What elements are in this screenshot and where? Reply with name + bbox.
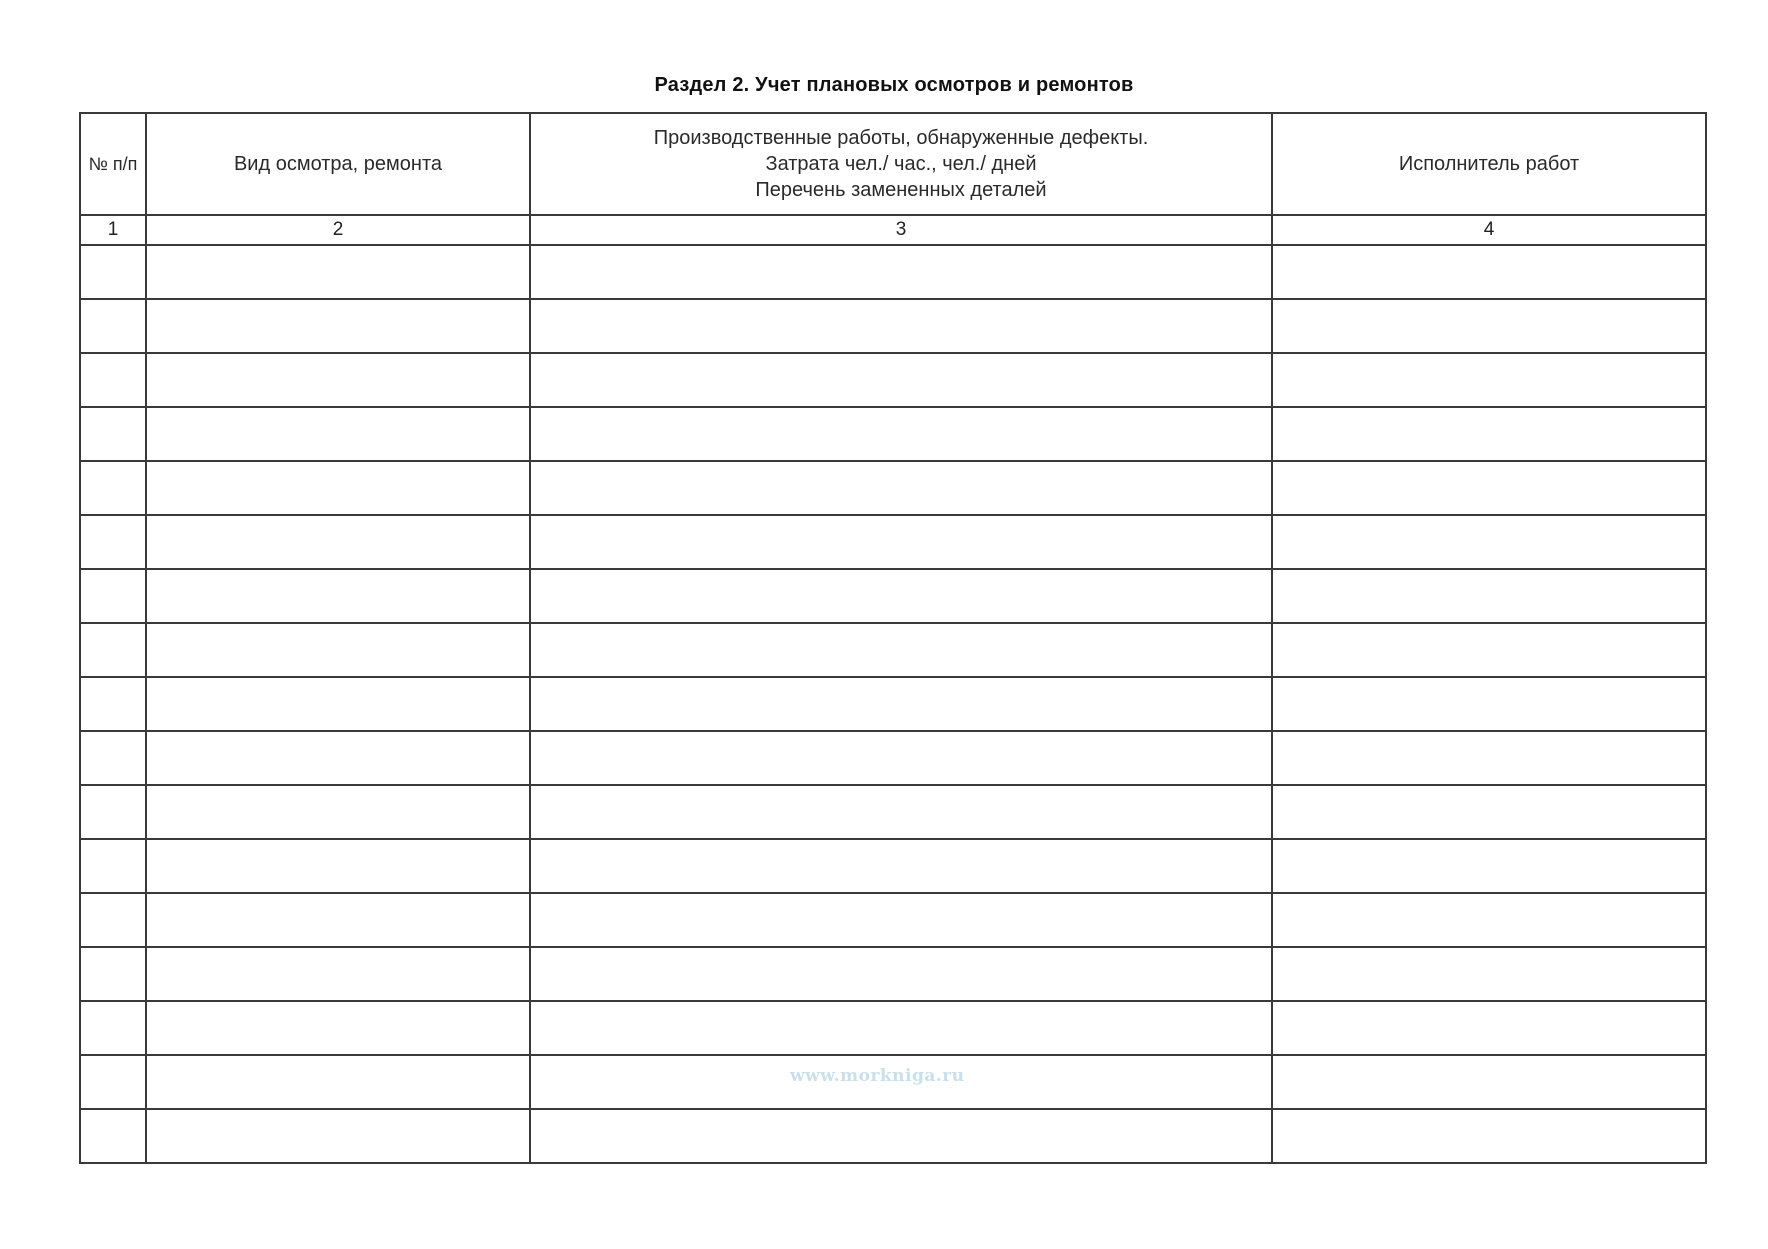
table-cell xyxy=(80,677,146,731)
table-row xyxy=(80,839,1706,893)
table-cell xyxy=(80,1001,146,1055)
table-cell xyxy=(530,893,1272,947)
column-number: 1 xyxy=(80,215,146,245)
table-cell xyxy=(530,353,1272,407)
table-cell xyxy=(1272,893,1706,947)
table-cell xyxy=(146,1109,530,1163)
table-cell xyxy=(80,515,146,569)
watermark: www.morkniga.ru xyxy=(790,1066,965,1086)
section-title: Раздел 2. Учет плановых осмотров и ремонтов xyxy=(654,74,1134,96)
table-cell xyxy=(146,677,530,731)
column-number: 2 xyxy=(146,215,530,245)
table-row xyxy=(80,677,1706,731)
table-row xyxy=(80,623,1706,677)
header-work xyxy=(530,113,1272,215)
table-cell xyxy=(80,1109,146,1163)
table-row xyxy=(80,569,1706,623)
table-row xyxy=(80,947,1706,1001)
table-cell xyxy=(530,245,1272,299)
inspection-repair-table xyxy=(79,112,1707,1164)
table-cell xyxy=(530,677,1272,731)
header-work-line2: Затрата чел./ час., чел./ дней xyxy=(765,153,1037,175)
table-cell xyxy=(1272,1001,1706,1055)
table-cell xyxy=(146,353,530,407)
table-row xyxy=(80,785,1706,839)
table-cell xyxy=(80,569,146,623)
table-row xyxy=(80,245,1706,299)
table-cell xyxy=(1272,569,1706,623)
table-cell xyxy=(80,461,146,515)
header-work-line1: Производственные работы, обнаруженные дефекты. xyxy=(653,127,1149,149)
header-row xyxy=(80,113,1706,215)
table-row xyxy=(80,1001,1706,1055)
table-cell xyxy=(80,245,146,299)
table-cell xyxy=(1272,1055,1706,1109)
header-kind: Вид осмотра, ремонта xyxy=(146,113,530,215)
table-cell xyxy=(530,407,1272,461)
table-cell xyxy=(80,731,146,785)
table-cell xyxy=(1272,839,1706,893)
table-row xyxy=(80,353,1706,407)
table-cell xyxy=(530,461,1272,515)
table-cell xyxy=(146,299,530,353)
table-cell xyxy=(530,731,1272,785)
column-number: 3 xyxy=(530,215,1272,245)
table-cell xyxy=(1272,515,1706,569)
table-cell xyxy=(146,893,530,947)
table-cell xyxy=(146,407,530,461)
table-cell xyxy=(146,947,530,1001)
table-cell xyxy=(530,515,1272,569)
header-work-line3: Перечень замененных деталей xyxy=(755,179,1047,201)
table-row xyxy=(80,731,1706,785)
table-row xyxy=(80,461,1706,515)
table-cell xyxy=(530,839,1272,893)
table-cell xyxy=(146,1055,530,1109)
table-cell xyxy=(146,245,530,299)
table-cell xyxy=(1272,407,1706,461)
table-row xyxy=(80,515,1706,569)
table-cell xyxy=(1272,299,1706,353)
table-cell xyxy=(146,1001,530,1055)
table-row xyxy=(80,407,1706,461)
table-cell xyxy=(530,785,1272,839)
table-cell xyxy=(146,731,530,785)
column-number: 4 xyxy=(1272,215,1706,245)
header-num: № п/п xyxy=(80,113,146,215)
column-number-row xyxy=(80,215,1706,245)
table-cell xyxy=(80,407,146,461)
table-cell xyxy=(530,1109,1272,1163)
table-cell xyxy=(1272,785,1706,839)
table-cell xyxy=(1272,1109,1706,1163)
table-row xyxy=(80,299,1706,353)
table-cell xyxy=(530,1001,1272,1055)
table-cell xyxy=(80,893,146,947)
table-cell xyxy=(80,1055,146,1109)
table-cell xyxy=(146,623,530,677)
table-cell xyxy=(530,299,1272,353)
table-cell xyxy=(146,785,530,839)
table-cell xyxy=(530,569,1272,623)
table-cell xyxy=(80,839,146,893)
table-cell xyxy=(146,569,530,623)
table-cell xyxy=(530,623,1272,677)
table-cell xyxy=(1272,245,1706,299)
table-cell xyxy=(80,353,146,407)
table-cell xyxy=(1272,947,1706,1001)
table-cell xyxy=(146,515,530,569)
table-cell xyxy=(1272,731,1706,785)
table-cell xyxy=(1272,677,1706,731)
table-cell xyxy=(80,785,146,839)
table-row xyxy=(80,1109,1706,1163)
header-executor: Исполнитель работ xyxy=(1272,113,1706,215)
table-cell xyxy=(146,839,530,893)
table-cell xyxy=(80,623,146,677)
table-cell xyxy=(80,947,146,1001)
table-row xyxy=(80,893,1706,947)
table-cell xyxy=(146,461,530,515)
table-cell xyxy=(1272,353,1706,407)
table-cell xyxy=(1272,461,1706,515)
table-cell xyxy=(530,947,1272,1001)
table-cell xyxy=(1272,623,1706,677)
table-cell xyxy=(80,299,146,353)
